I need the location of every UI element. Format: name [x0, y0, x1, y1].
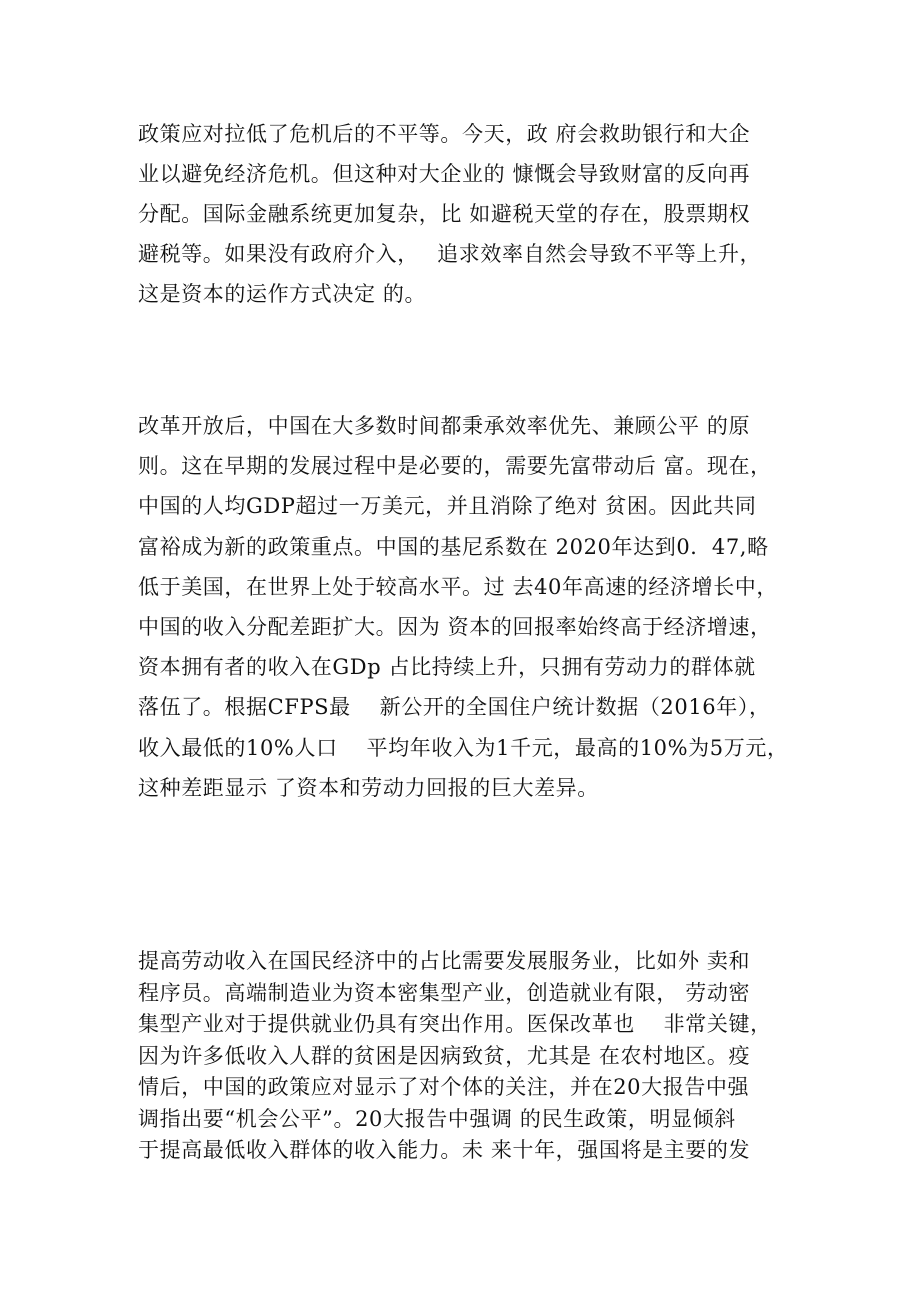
- text-line: 避税等。如果没有政府介入， 追求效率自然会导致不平等上升，: [138, 242, 762, 266]
- text-line: 提高劳动收入在国民经济中的占比需要发展服务业，比如外 卖和: [138, 949, 751, 973]
- text-line: 集型产业对于提供就业仍具有突出作用。医保改革也 非常关键，: [138, 1012, 772, 1036]
- text-line: 低于美国，在世界上处于较高水平。过 去40年高速的经济增长中，: [138, 574, 778, 599]
- text-line: 程序员。高端制造业为资本密集型产业，创造就业有限， 劳动密: [138, 980, 751, 1005]
- paragraph-china-income-gap: [138, 406, 818, 808]
- text-line: 于提高最低收入群体的收入能力。未 来十年，强国将是主要的发: [138, 1138, 751, 1162]
- text-line: 调指出要“机会公平”。20大报告中强调 的民生政策，明显倾斜: [138, 1106, 736, 1131]
- text-line: 则。这在早期的发展过程中是必要的，需要先富带动后 富。现在，: [138, 454, 772, 479]
- text-line: 落伍了。根据CFPS最 新公开的全国住户统计数据（2016年），: [138, 695, 771, 720]
- text-line: 资本拥有者的收入在GDp 占比持续上升，只拥有劳动力的群体就: [138, 655, 756, 680]
- text-line: 因为许多低收入人群的贫困是因病致贫，尤其是 在农村地区。疫: [138, 1043, 751, 1068]
- text-line: 富裕成为新的政策重点。中国的基尼系数在 2020年达到0．47,略: [138, 534, 769, 559]
- text-line: 分配。国际金融系统更加复杂，比 如避税天堂的存在，股票期权: [138, 202, 751, 226]
- text-line: 业以避免经济危机。但这种对大企业的 慷慨会导致财富的反向再: [138, 162, 751, 186]
- text-line: 中国的收入分配差距扩大。因为 资本的回报率始终高于经济增速，: [138, 614, 772, 639]
- text-line: 情后，中国的政策应对显示了对个体的关注，并在20大报告中强: [138, 1075, 750, 1099]
- text-line: 这种差距显示 了资本和劳动力回报的巨大差异。: [138, 775, 599, 800]
- paragraph-inequality-crisis: [138, 114, 818, 314]
- paragraph-labor-income-policy: [138, 946, 818, 1167]
- text-line: 这是资本的运作方式决定 的。: [138, 282, 427, 306]
- text-line: 改革开放后，中国在大多数时间都秉承效率优先、兼顾公平 的原: [138, 414, 751, 438]
- text-line: 收入最低的10%人口 平均年收入为1千元，最高的10%为5万元，: [138, 735, 789, 760]
- text-line: 政策应对拉低了危机后的不平等。今天，政 府会救助银行和大企: [138, 122, 751, 146]
- text-line: 中国的人均GDP超过一万美元，并且消除了绝对 贫困。因此共同: [138, 494, 757, 519]
